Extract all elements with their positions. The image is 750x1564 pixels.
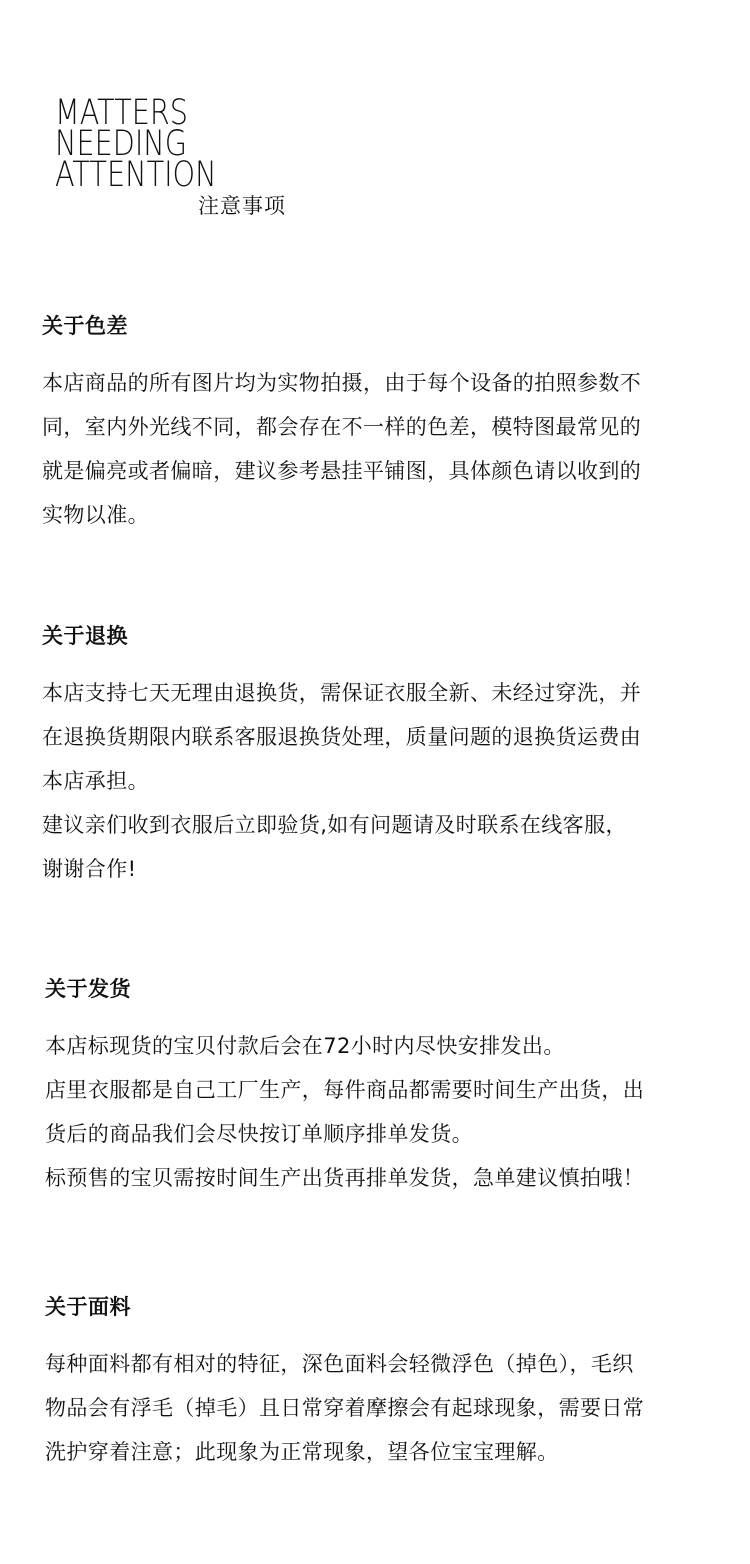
body-line: 建议亲们收到衣服后立即验货,如有问题请及时联系在线客服， — [42, 813, 627, 837]
body-line: 每种面料都有相对的特征，深色面料会轻微浮色（掉色），毛织 — [45, 1352, 634, 1376]
header-subtitle: 注意事项 — [198, 194, 286, 218]
section-body — [45, 1342, 735, 1474]
body-line: 本店标现货的宝贝付款后会在72小时内尽快安排发出。 — [45, 1034, 565, 1058]
body-line: 物品会有浮毛（掉毛）且日常穿着摩擦会有起球现象，需要日常 — [45, 1396, 645, 1420]
section-shipping — [45, 976, 735, 1200]
body-line: 本店商品的所有图片均为实物拍摄，由于每个设备的拍照参数不 — [42, 371, 642, 395]
section-returns — [42, 623, 732, 891]
body-line: 洗护穿着注意；此现象为正常现象，望各位宝宝理解。 — [45, 1440, 559, 1464]
header-title-line-3: ATTENTION — [55, 155, 217, 195]
header-title-line-2: NEEDING — [55, 124, 188, 164]
section-body — [42, 671, 732, 891]
body-line: 店里衣服都是自己工厂生产，每件商品都需要时间生产出货，出 — [45, 1078, 645, 1102]
body-line: 实物以准。 — [42, 503, 149, 527]
body-line: 本店承担。 — [42, 769, 149, 793]
section-title: 关于发货 — [45, 977, 131, 1001]
section-title: 关于色差 — [42, 314, 128, 338]
section-title: 关于退换 — [42, 624, 128, 648]
section-body — [45, 1024, 735, 1200]
section-fabric — [45, 1294, 735, 1474]
header-title-line-1: MATTERS — [55, 93, 189, 133]
body-line: 就是偏亮或者偏暗，建议参考悬挂平铺图，具体颜色请以收到的 — [42, 459, 642, 483]
body-line: 本店支持七天无理由退换货，需保证衣服全新、未经过穿洗，并 — [42, 681, 642, 705]
body-line: 同，室内外光线不同，都会存在不一样的色差，模特图最常见的 — [42, 415, 642, 439]
body-line: 标预售的宝贝需按时间生产出货再排单发货，急单建议慎拍哦！ — [45, 1166, 645, 1190]
body-line: 货后的商品我们会尽快按订单顺序排单发货。 — [45, 1122, 473, 1146]
body-line: 谢谢合作! — [42, 857, 137, 881]
header-block — [55, 93, 355, 218]
section-title: 关于面料 — [45, 1295, 131, 1319]
section-body — [42, 361, 732, 537]
body-line: 在退换货期限内联系客服退换货处理，质量问题的退换货运费由 — [42, 725, 642, 749]
section-color-difference — [42, 313, 732, 537]
